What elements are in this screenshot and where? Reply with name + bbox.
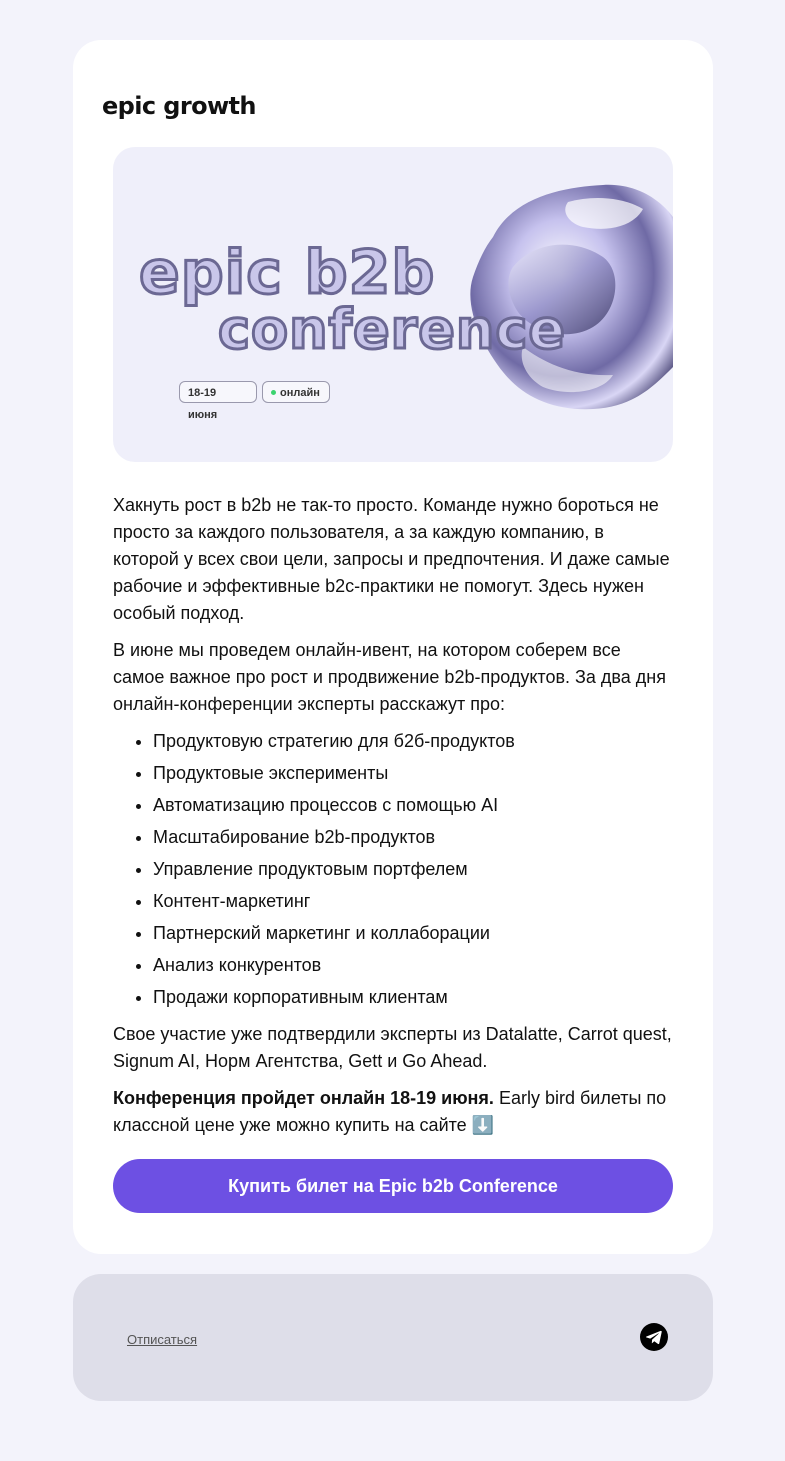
list-item: • Анализ конкурентов — [153, 952, 673, 979]
online-dot-icon — [271, 390, 276, 395]
topics-list — [113, 728, 673, 1011]
list-item: • Партнерский маркетинг и коллаборации — [153, 920, 673, 947]
list-item: • Продажи корпоративным клиентам — [153, 984, 673, 1011]
list-item: • Продуктовую стратегию для б2б-продуктов — [153, 728, 673, 755]
list-item: • Управление продуктовым портфелем — [153, 856, 673, 883]
list-item: • Масштабирование b2b-продуктов — [153, 824, 673, 851]
brand-logo: epic growth — [102, 92, 256, 120]
email-body — [113, 492, 673, 1149]
dates-paragraph — [113, 1085, 673, 1139]
date-badge: 18-19 июня — [179, 381, 257, 403]
list-item: • Контент-маркетинг — [153, 888, 673, 915]
banner-title-line-1: epic b2b — [139, 238, 436, 308]
banner-title-line-2: conference — [218, 298, 567, 361]
email-card — [73, 40, 713, 1254]
conference-banner — [113, 147, 673, 462]
unsubscribe-link[interactable]: Отписаться — [127, 1332, 198, 1347]
experts-paragraph: Свое участие уже подтвердили эксперты из Datalatte, Carrot quest, Signum AI, Норм Агентства, Gett и Go Ahead. — [113, 1024, 672, 1071]
online-badge — [262, 381, 330, 403]
list-item: • Продуктовые эксперименты — [153, 760, 673, 787]
dates-rest-text: Early bird билеты по классной цене уже можно купить на сайте ⬇️ — [113, 1088, 667, 1135]
telegram-icon[interactable] — [640, 1323, 668, 1351]
intro-paragraph: Хакнуть рост в b2b не так-то просто. Команде нужно бороться не просто за каждого пользователя, а за каждую компанию, в которой у всех свои цели, запросы и предпочтения. И даже самые рабочие и эффективные b2c-практики не помогут. Здесь нужен особый подход. — [113, 495, 670, 623]
online-badge-label: онлайн — [280, 387, 320, 399]
event-paragraph: В июне мы проведем онлайн-ивент, на котором соберем все самое важное про рост и продвижение b2b-продуктов. За два дня онлайн-конференции эксперты расскажут про: — [113, 640, 666, 714]
dates-bold-text: Конференция пройдет онлайн 18-19 июня. — [113, 1088, 494, 1108]
list-item: • Автоматизацию процессов с помощью AI — [153, 792, 673, 819]
email-footer — [73, 1274, 713, 1401]
buy-ticket-button[interactable]: Купить билет на Epic b2b Conference — [113, 1159, 673, 1213]
